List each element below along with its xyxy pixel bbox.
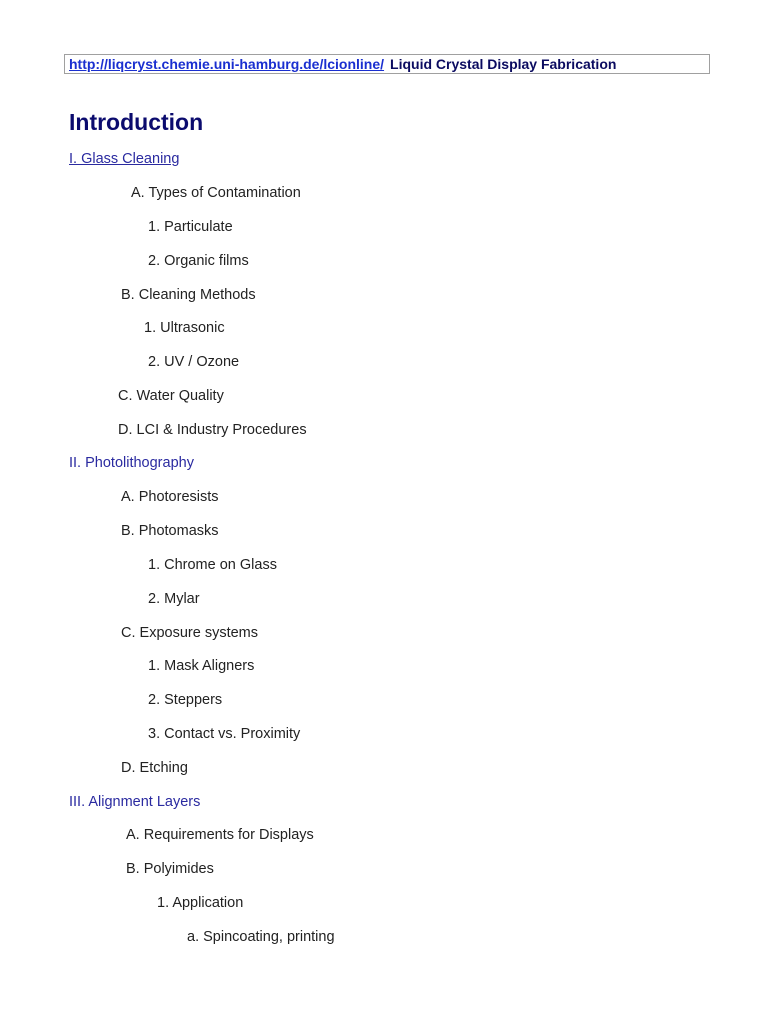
outline-item: 2. Mylar [148,591,200,607]
outline-item: C. Water Quality [118,388,224,404]
outline-section-alignment-layers: III. Alignment Layers [69,794,201,810]
outline-item: 1. Mask Aligners [148,658,255,674]
outline-item: C. Exposure systems [121,625,258,641]
outline-item: B. Polyimides [126,861,214,877]
outline-item: B. Photomasks [121,523,219,539]
outline-item: 1. Chrome on Glass [148,557,277,573]
outline-item: 1. Particulate [148,219,233,235]
outline-item: 2. UV / Ozone [148,354,240,370]
outline-section-glass-cleaning[interactable]: I. Glass Cleaning [69,151,180,167]
outline-item: a. Spincoating, printing [187,929,335,945]
outline-item: A. Photoresists [121,489,219,505]
document-title: Liquid Crystal Display Fabrication [390,56,617,72]
outline-item: 2. Organic films [148,253,249,269]
source-url-link[interactable]: http://liqcryst.chemie.uni-hamburg.de/lcionline/ [69,56,385,72]
outline-item: 1. Ultrasonic [144,320,225,336]
outline-item: B. Cleaning Methods [121,287,256,303]
header-bar [64,54,710,74]
outline-item: 2. Steppers [148,692,223,708]
page-heading: Introduction [69,109,204,135]
outline-item: A. Requirements for Displays [126,827,314,843]
outline-item: D. Etching [121,760,188,776]
outline-section-photolithography: II. Photolithography [69,455,194,471]
outline-item: D. LCI & Industry Procedures [118,422,307,438]
outline-item: A. Types of Contamination [131,185,301,201]
outline-item: 1. Application [157,895,244,911]
outline-item: 3. Contact vs. Proximity [148,726,301,742]
